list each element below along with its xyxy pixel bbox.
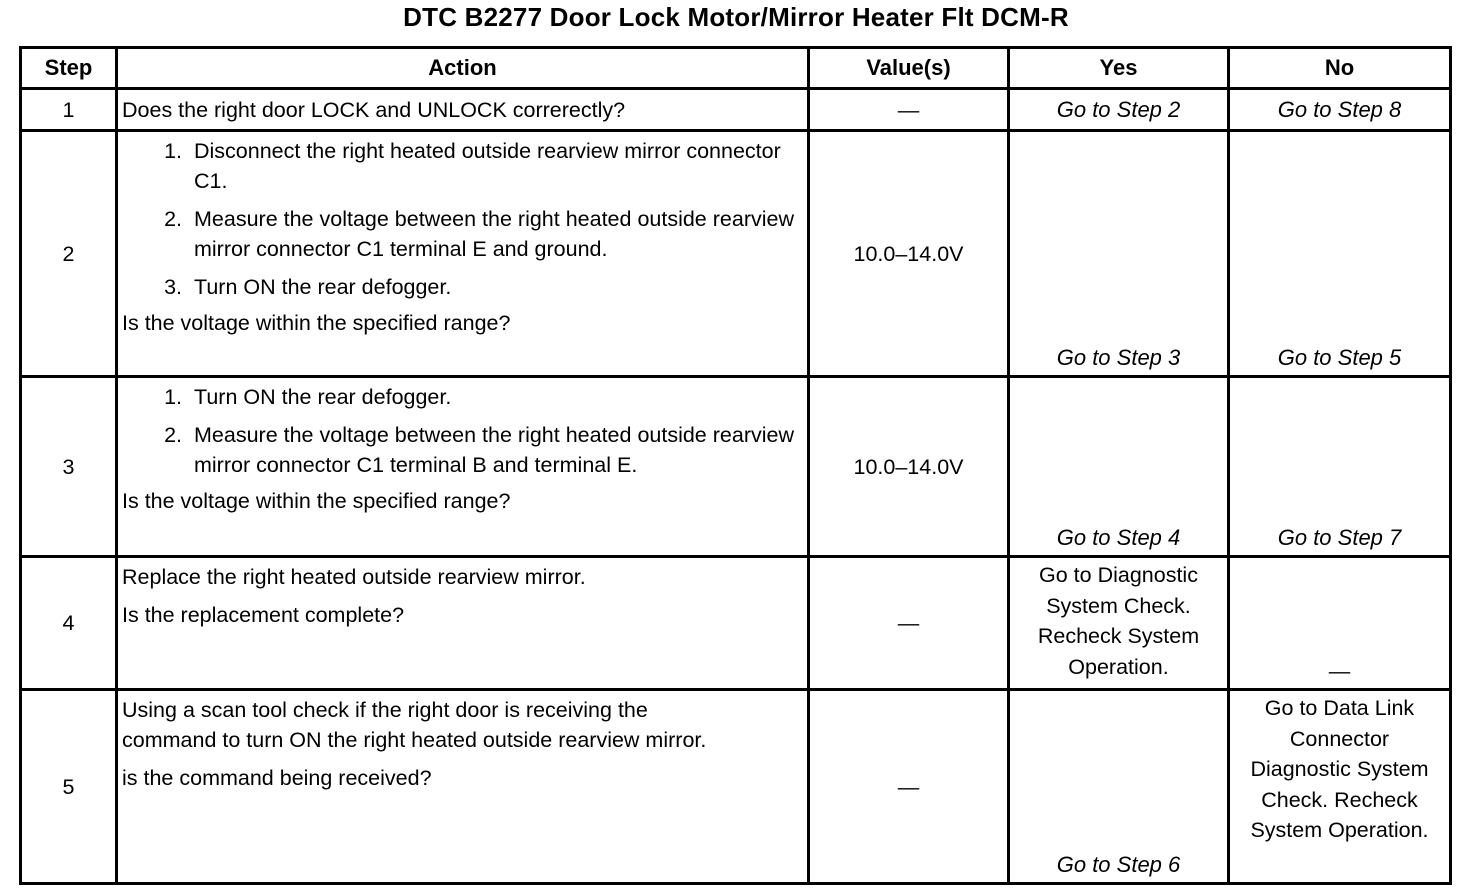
no-cell [1229, 377, 1451, 557]
no-value-dash: — [1328, 659, 1351, 683]
action-question: Is the replacement complete? [122, 603, 405, 627]
table-row-step-2 [21, 131, 1451, 377]
yes-cell [1009, 557, 1229, 690]
value-cell: — [809, 557, 1009, 690]
header-no: No [1229, 48, 1451, 89]
step-number: 3 [21, 377, 117, 557]
header-yes: Yes [1009, 48, 1229, 89]
value-cell: 10.0–14.0V [809, 131, 1009, 377]
no-instruction[interactable]: Go to Data Link Connector Diagnostic System Check. Recheck System Operation. [1250, 696, 1429, 842]
table-row-step-1 [21, 89, 1451, 131]
header-row [21, 48, 1451, 89]
yes-instruction[interactable]: Go to Diagnostic System Check. Recheck System Operation. [1037, 563, 1200, 679]
action-step-item: 2. Measure the voltage between the right heated outside rearview mirror connector C1 terminal E and ground. [188, 204, 799, 264]
table-row-step-3 [21, 377, 1451, 557]
action-question: Is the voltage within the specified range? [122, 489, 511, 513]
step-number: 2 [21, 131, 117, 377]
yes-goto-link[interactable]: Go to Step 2 [1056, 96, 1181, 122]
yes-cell [1009, 89, 1229, 131]
action-step-item: 1. Turn ON the rear defogger. [188, 382, 799, 412]
value-cell: — [809, 89, 1009, 131]
yes-cell [1009, 377, 1229, 557]
yes-goto-link[interactable]: Go to Step 6 [1056, 852, 1181, 877]
yes-cell [1009, 131, 1229, 377]
yes-cell [1009, 690, 1229, 884]
action-cell [117, 377, 809, 557]
header-step: Step [21, 48, 117, 89]
yes-goto-link[interactable]: Go to Step 4 [1056, 525, 1181, 550]
page-title: DTC B2277 Door Lock Motor/Mirror Heater Flt DCM-R [403, 2, 1069, 32]
action-question: Is the voltage within the specified range? [122, 311, 511, 335]
no-cell [1229, 89, 1451, 131]
action-step-item: 2. Measure the voltage between the right heated outside rearview mirror connector C1 terminal B and terminal E. [188, 420, 799, 480]
action-cell [117, 557, 809, 690]
action-step-item: 1. Disconnect the right heated outside rearview mirror connector C1. [188, 136, 799, 196]
yes-goto-link[interactable]: Go to Step 3 [1056, 345, 1181, 370]
diagnostic-table [19, 46, 1452, 885]
table-row-step-4 [21, 557, 1451, 690]
action-text: Using a scan tool check if the right door is receiving the command to turn ON the right heated outside rearview mirror. [122, 698, 707, 752]
action-steps-list [122, 136, 799, 302]
no-goto-link[interactable]: Go to Step 5 [1277, 345, 1402, 370]
action-cell [117, 131, 809, 377]
no-goto-link[interactable]: Go to Step 8 [1277, 96, 1402, 122]
action-text: Replace the right heated outside rearview mirror. [122, 565, 586, 589]
action-question: is the command being received? [122, 766, 432, 790]
step-number: 1 [21, 89, 117, 131]
table-row-step-5 [21, 690, 1451, 884]
header-action: Action [117, 48, 809, 89]
no-cell [1229, 690, 1451, 884]
header-values: Value(s) [809, 48, 1009, 89]
step-number: 4 [21, 557, 117, 690]
no-cell [1229, 557, 1451, 690]
action-steps-list [122, 382, 799, 480]
step-number: 5 [21, 690, 117, 884]
action-text: Does the right door LOCK and UNLOCK correrectly? [117, 89, 809, 131]
no-goto-link[interactable]: Go to Step 7 [1277, 525, 1402, 550]
no-cell [1229, 131, 1451, 377]
action-step-item: 3. Turn ON the rear defogger. [188, 272, 799, 302]
value-cell: — [809, 690, 1009, 884]
action-cell [117, 690, 809, 884]
value-cell: 10.0–14.0V [809, 377, 1009, 557]
